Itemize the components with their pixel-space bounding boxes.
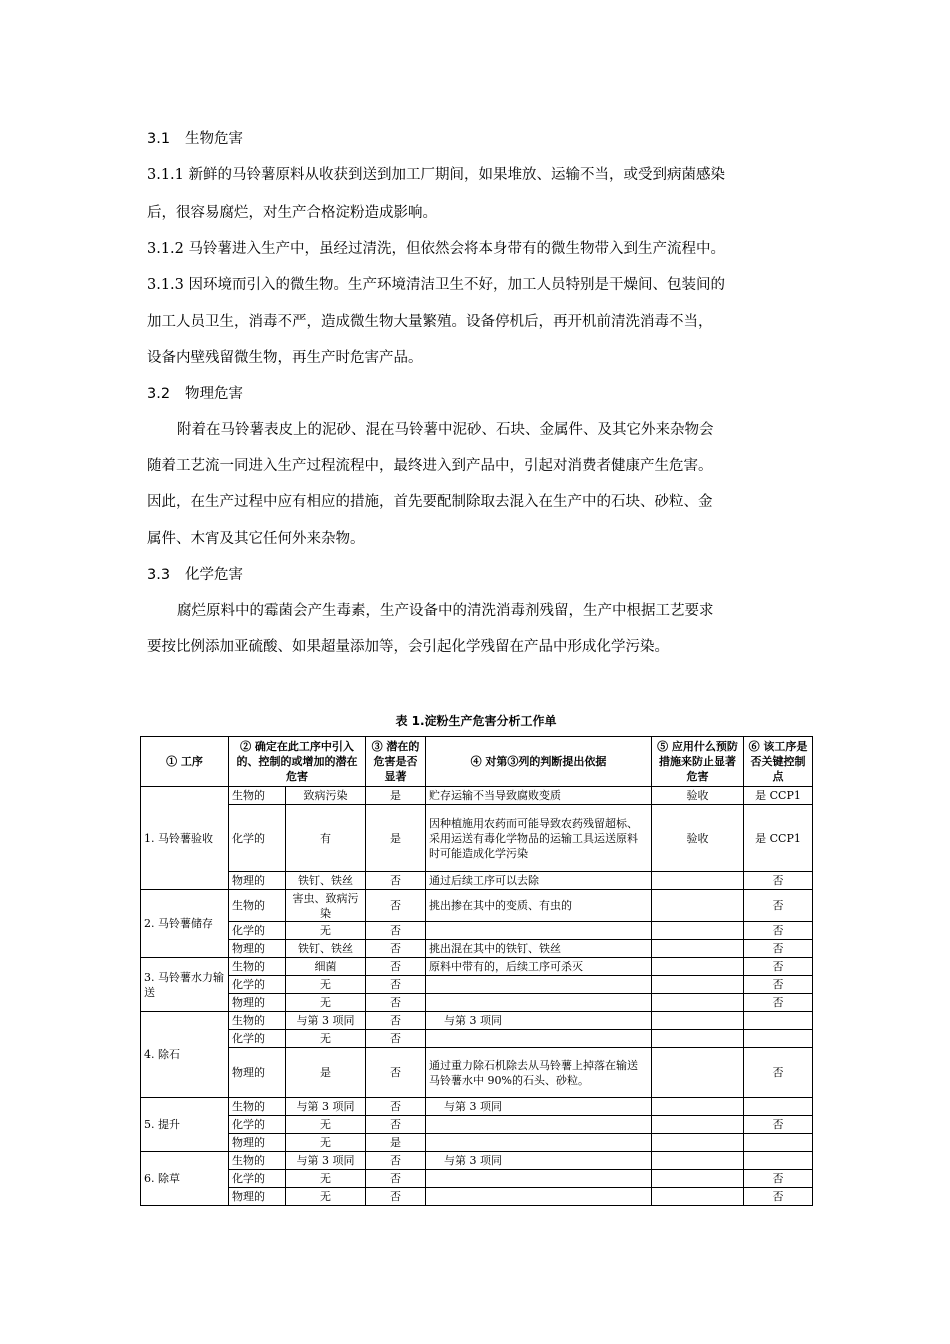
significance: 否 <box>366 1188 426 1206</box>
ccp: 否 <box>744 976 813 994</box>
table-row <box>141 976 813 994</box>
measure <box>652 1098 744 1116</box>
measure <box>652 940 744 958</box>
hazard-desc: 无 <box>286 922 366 940</box>
header-ccp: ⑥ 该工序是否关键控制点 <box>744 737 813 787</box>
measure <box>652 890 744 922</box>
hazard-desc: 无 <box>286 976 366 994</box>
ccp: 否 <box>744 958 813 976</box>
significance: 否 <box>366 922 426 940</box>
basis: 挑出掺在其中的变质、有虫的 <box>426 890 652 922</box>
basis <box>426 1030 652 1048</box>
hazard-type: 化学的 <box>229 1030 286 1048</box>
table-row <box>141 1188 813 1206</box>
hazard-desc: 铁钉、铁丝 <box>286 940 366 958</box>
hazard-desc: 是 <box>286 1048 366 1098</box>
paragraph-line: 因此，在生产过程中应有相应的措施，首先要配制除取去混入在生产中的石块、砂粒、金 <box>147 494 713 510</box>
significance: 否 <box>366 1098 426 1116</box>
basis <box>426 1134 652 1152</box>
measure: 验收 <box>652 805 744 872</box>
paragraph-line: 属件、木宵及其它任何外来杂物。 <box>147 531 365 547</box>
significance: 否 <box>366 890 426 922</box>
measure: 验收 <box>652 787 744 805</box>
header-hazard: ② 确定在此工序中引入的、控制的或增加的潜在危害 <box>229 737 366 787</box>
basis <box>426 1170 652 1188</box>
significance: 否 <box>366 958 426 976</box>
table-row <box>141 1170 813 1188</box>
measure <box>652 1116 744 1134</box>
hazard-desc: 无 <box>286 1188 366 1206</box>
hazard-type: 物理的 <box>229 872 286 890</box>
table-row <box>141 922 813 940</box>
hazard-type: 化学的 <box>229 805 286 872</box>
hazard-type: 生物的 <box>229 1098 286 1116</box>
ccp: 否 <box>744 872 813 890</box>
section-title: 物理危害 <box>185 386 243 402</box>
hazard-type: 化学的 <box>229 1116 286 1134</box>
ccp <box>744 1030 813 1048</box>
hazard-type: 化学的 <box>229 1170 286 1188</box>
ccp: 是 CCP1 <box>744 805 813 872</box>
hazard-desc: 无 <box>286 1170 366 1188</box>
section-title: 化学危害 <box>185 567 243 583</box>
table-row <box>141 1116 813 1134</box>
measure <box>652 1188 744 1206</box>
measure <box>652 1134 744 1152</box>
significance: 否 <box>366 940 426 958</box>
basis: 与第 3 项同 <box>426 1098 652 1116</box>
section-heading-3-3 <box>147 563 243 584</box>
ccp <box>744 1098 813 1116</box>
header-process: ① 工序 <box>141 737 229 787</box>
measure <box>652 1048 744 1098</box>
section-heading-3-1 <box>147 127 243 148</box>
table-row <box>141 805 813 872</box>
significance: 否 <box>366 976 426 994</box>
measure <box>652 1170 744 1188</box>
hazard-type: 生物的 <box>229 958 286 976</box>
table-row <box>141 872 813 890</box>
table-row <box>141 1030 813 1048</box>
measure <box>652 1152 744 1170</box>
hazard-desc: 害虫、致病污染 <box>286 890 366 922</box>
hazard-desc: 有 <box>286 805 366 872</box>
hazard-desc: 致病污染 <box>286 787 366 805</box>
significance: 否 <box>366 1030 426 1048</box>
section-number: 3.2 <box>147 386 171 402</box>
section-title: 生物危害 <box>185 131 243 147</box>
basis: 通过后续工序可以去除 <box>426 872 652 890</box>
hazard-type: 生物的 <box>229 1012 286 1030</box>
table-row <box>141 994 813 1012</box>
table-row <box>141 890 813 922</box>
ccp: 否 <box>744 940 813 958</box>
hazard-type: 化学的 <box>229 976 286 994</box>
measure <box>652 958 744 976</box>
ccp <box>744 1152 813 1170</box>
hazard-desc: 无 <box>286 994 366 1012</box>
ccp <box>744 1134 813 1152</box>
hazard-desc: 与第 3 项同 <box>286 1012 366 1030</box>
hazard-desc: 细菌 <box>286 958 366 976</box>
basis: 贮存运输不当导致腐败变质 <box>426 787 652 805</box>
significance: 是 <box>366 805 426 872</box>
header-measure: ⑤ 应用什么预防措施来防止显著危害 <box>652 737 744 787</box>
basis <box>426 922 652 940</box>
table-row <box>141 1098 813 1116</box>
significance: 否 <box>366 1170 426 1188</box>
ccp: 否 <box>744 890 813 922</box>
ccp: 否 <box>744 1170 813 1188</box>
ccp: 否 <box>744 994 813 1012</box>
significance: 否 <box>366 994 426 1012</box>
section-heading-3-2 <box>147 382 243 403</box>
basis: 因种植施用农药而可能导致农药残留超标、采用运送有毒化学物品的运输工具运送原料时可能造成化学污染 <box>426 805 652 872</box>
basis <box>426 976 652 994</box>
significance: 是 <box>366 1134 426 1152</box>
basis: 与第 3 项同 <box>426 1152 652 1170</box>
paragraph-line: 设备内壁残留微生物，再生产时危害产品。 <box>147 350 423 366</box>
paragraph-line: 腐烂原料中的霉菌会产生毒素，生产设备中的清洗消毒剂残留，生产中根据工艺要求 <box>177 603 714 619</box>
hazard-desc: 与第 3 项同 <box>286 1152 366 1170</box>
hazard-type: 生物的 <box>229 787 286 805</box>
hazard-type: 物理的 <box>229 940 286 958</box>
hazard-desc: 无 <box>286 1116 366 1134</box>
hazard-type: 物理的 <box>229 1188 286 1206</box>
ccp: 否 <box>744 1116 813 1134</box>
significance: 否 <box>366 1152 426 1170</box>
table-row <box>141 1012 813 1030</box>
table-caption: 表 1.淀粉生产危害分析工作单 <box>395 714 557 728</box>
paragraph-line: 附着在马铃薯表皮上的泥砂、混在马铃薯中泥砂、石块、金属件、及其它外来杂物会 <box>177 422 714 438</box>
process-cell: 5. 提升 <box>141 1098 229 1152</box>
process-cell: 4. 除石 <box>141 1012 229 1098</box>
significance: 否 <box>366 1012 426 1030</box>
significance: 否 <box>366 1048 426 1098</box>
table-row <box>141 958 813 976</box>
process-cell: 1. 马铃薯验收 <box>141 787 229 890</box>
significance: 否 <box>366 1116 426 1134</box>
basis <box>426 994 652 1012</box>
hazard-desc: 无 <box>286 1134 366 1152</box>
process-cell: 2. 马铃薯储存 <box>141 890 229 958</box>
measure <box>652 1012 744 1030</box>
measure <box>652 872 744 890</box>
table-row <box>141 940 813 958</box>
basis <box>426 1188 652 1206</box>
hazard-type: 物理的 <box>229 1134 286 1152</box>
ccp: 否 <box>744 922 813 940</box>
paragraph-line: 3.1.3 因环境而引入的微生物。生产环境清洁卫生不好，加工人员特别是干燥间、包装间的 <box>147 277 725 293</box>
process-cell: 6. 除草 <box>141 1152 229 1206</box>
table-row <box>141 787 813 805</box>
significance: 否 <box>366 872 426 890</box>
paragraph-line: 随着工艺流一同进入生产过程流程中，最终进入到产品中，引起对消费者健康产生危害。 <box>147 458 713 474</box>
table-row <box>141 1048 813 1098</box>
section-number: 3.3 <box>147 567 171 583</box>
hazard-type: 化学的 <box>229 922 286 940</box>
hazard-analysis-table <box>140 736 813 1206</box>
table-row <box>141 1152 813 1170</box>
measure <box>652 994 744 1012</box>
significance: 是 <box>366 787 426 805</box>
hazard-desc: 与第 3 项同 <box>286 1098 366 1116</box>
basis: 挑出混在其中的铁钉、铁丝 <box>426 940 652 958</box>
basis: 与第 3 项同 <box>426 1012 652 1030</box>
paragraph-line: 加工人员卫生，消毒不严，造成微生物大量繁殖。设备停机后，再开机前清洗消毒不当， <box>147 314 713 330</box>
hazard-desc: 铁钉、铁丝 <box>286 872 366 890</box>
hazard-type: 生物的 <box>229 890 286 922</box>
ccp <box>744 1012 813 1030</box>
ccp: 是 CCP1 <box>744 787 813 805</box>
ccp: 否 <box>744 1048 813 1098</box>
table-row <box>141 1134 813 1152</box>
basis: 原料中带有的，后续工序可杀灭 <box>426 958 652 976</box>
header-significant: ③ 潜在的危害是否显著 <box>366 737 426 787</box>
process-cell: 3. 马铃薯水力输送 <box>141 958 229 1012</box>
ccp: 否 <box>744 1188 813 1206</box>
paragraph-line: 3.1.1 新鲜的马铃薯原料从收获到送到加工厂期间，如果堆放、运输不当，或受到病菌感染 <box>147 167 725 183</box>
measure <box>652 976 744 994</box>
section-number: 3.1 <box>147 131 171 147</box>
hazard-type: 物理的 <box>229 1048 286 1098</box>
paragraph-line: 3.1.2 马铃薯进入生产中，虽经过清洗，但依然会将本身带有的微生物带入到生产流程中。 <box>147 241 725 257</box>
basis: 通过重力除石机除去从马铃薯上掉落在输送马铃薯水中 90%的石头、砂粒。 <box>426 1048 652 1098</box>
header-basis: ④ 对第③列的判断提出依据 <box>426 737 652 787</box>
hazard-type: 物理的 <box>229 994 286 1012</box>
measure <box>652 922 744 940</box>
paragraph-line: 后，很容易腐烂，对生产合格淀粉造成影响。 <box>147 205 437 221</box>
paragraph-line: 要按比例添加亚硫酸、如果超量添加等，会引起化学残留在产品中形成化学污染。 <box>147 639 669 655</box>
hazard-type: 生物的 <box>229 1152 286 1170</box>
hazard-desc: 无 <box>286 1030 366 1048</box>
measure <box>652 1030 744 1048</box>
basis <box>426 1116 652 1134</box>
